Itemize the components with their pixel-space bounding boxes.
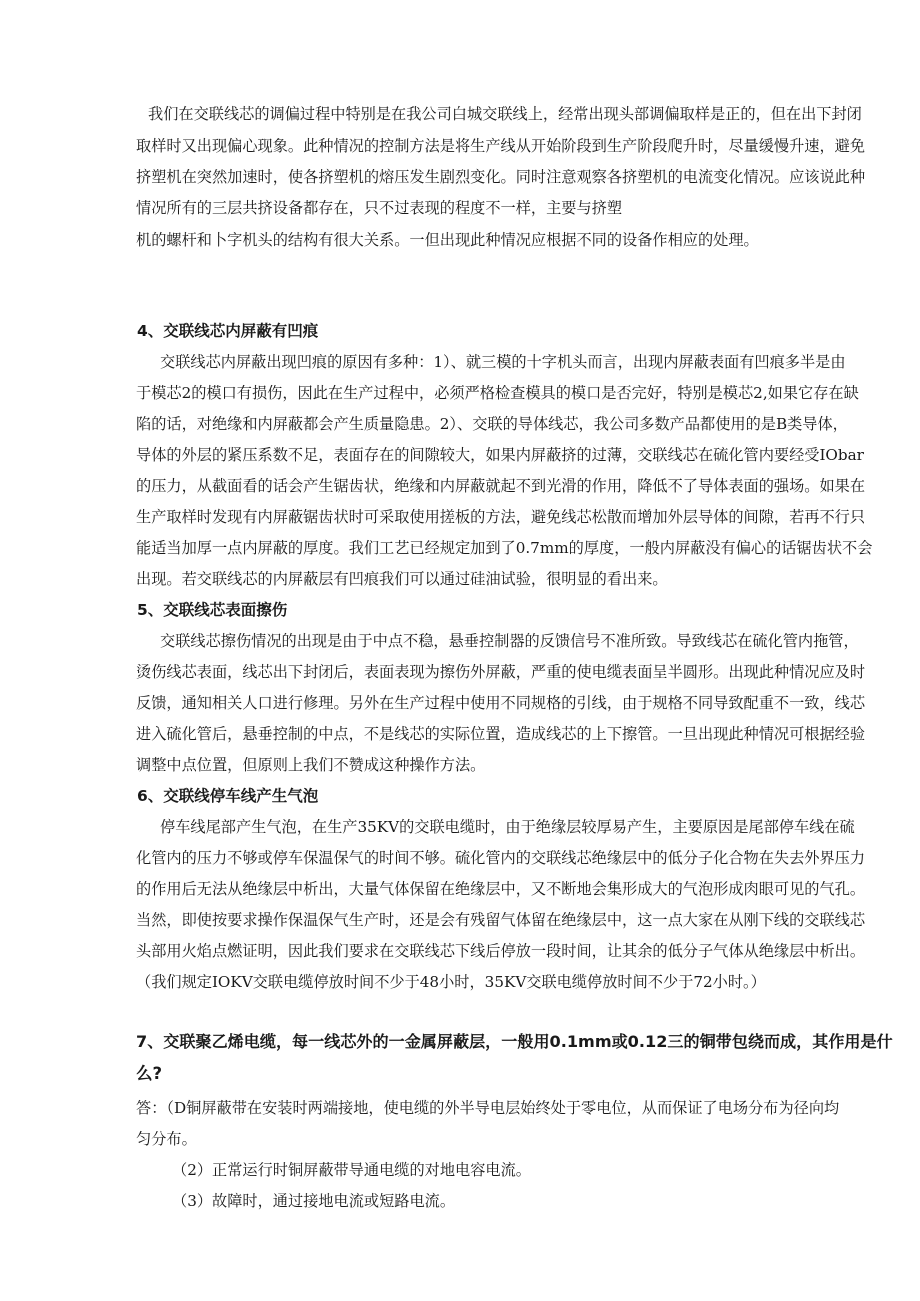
answer-7-line-1: 答：（D铜屏蔽带在安装时两端接地，使电缆的外半导电层始终处于零电位，从而保证了电场分布为径向均 — [136, 1099, 840, 1117]
intro-line-5: 机的螺杆和卜字机头的结构有很大关系。一但出现此种情况应根据不同的设备作相应的处理。 — [136, 231, 759, 249]
section-5-line-5: 调整中点位置，但原则上我们不赞成这种操作方法。 — [136, 756, 486, 774]
section-4-line-6: 生产取样时发现有内屏蔽锯齿状时可采取使用搓板的方法，避免线芯松散而增加外层导体的间隙，若再不行只 — [136, 508, 865, 526]
section-6-line-1: 停车线尾部产生气泡，在生产35KV的交联电缆时，由于绝缘层较厚易产生，主要原因是尾部停车线在硫 — [160, 818, 855, 836]
section-5-line-4: 进入硫化管后，悬垂控制的中点，不是线芯的实际位置，造成线芯的上下擦管。一旦出现此种情况可根据经验 — [136, 725, 865, 743]
answer-7-line-2: 匀分布。 — [136, 1130, 197, 1148]
section-6-line-5: 头部用火焰点燃证明，因此我们要求在交联线芯下线后停放一段时间，让其余的低分子气体从绝缘层中析出。 — [136, 942, 865, 960]
section-5-line-1: 交联线芯擦伤情况的出现是由于中点不稳，悬垂控制器的反馈信号不准所致。导致线芯在硫化管内拖管， — [160, 632, 859, 650]
section-4-line-8: 出现。若交联线芯的内屏蔽层有凹痕我们可以通过硅油试验，很明显的看出来。 — [136, 570, 668, 588]
section-5-line-2: 烫伤线芯表面，线芯出下封闭后，表面表现为擦伤外屏蔽，严重的使电缆表面呈半圆形。出现此种情况应及时 — [136, 663, 865, 681]
section-4-line-5: 的压力，从截面看的话会产生锯齿状，绝缘和内屏蔽就起不到光滑的作用，降低不了导体表面的强场。如果在 — [136, 477, 865, 495]
section-6-line-4: 当然，即使按要求操作保温保气生产时，还是会有残留气体留在绝缘层中，这一点大家在从刚下线的交联线芯 — [136, 911, 865, 929]
section-5-heading: 5、交联线芯表面擦伤 — [137, 601, 288, 619]
answer-7-line-4: （3）故障时，通过接地电流或短路电流。 — [172, 1192, 456, 1210]
section-4-heading: 4、交联线芯内屏蔽有凹痕 — [137, 322, 319, 340]
section-6-line-3: 的作用后无法从绝缘层中析出，大量气体保留在绝缘层中，又不断地会集形成大的气泡形成肉眼可见的气孔。 — [136, 880, 865, 898]
answer-7-line-3: （2）正常运行时铜屏蔽带导通电缆的对地电容电流。 — [172, 1161, 531, 1179]
section-6-line-2: 化管内的压力不够或停车保温保气的时间不够。硫化管内的交联线芯绝缘层中的低分子化合物在失去外界压力 — [136, 849, 865, 867]
section-6-heading: 6、交联线停车线产生气泡 — [137, 787, 319, 805]
section-4-line-7: 能适当加厚一点内屏蔽的厚度。我们工艺已经规定加到了0.7mm的厚度，一般内屏蔽没有偏心的话锯齿状不会 — [136, 539, 873, 557]
section-4-line-2: 于模芯2的模口有损伤，因此在生产过程中，必须严格检查模具的模口是否完好，特别是模芯2,如果它存在缺 — [136, 384, 859, 402]
intro-line-3: 挤塑机在突然加速时，使各挤塑机的熔压发生剧烈变化。同时注意观察各挤塑机的电流变化情况。应该说此种 — [136, 168, 865, 186]
section-4-line-3: 陷的话，对绝缘和内屏蔽都会产生质量隐患。2）、交联的导体线芯，我公司多数产品都使用的是B类导体， — [136, 415, 848, 433]
section-6-line-6: （我们规定IOKV交联电缆停放时间不少于48小时，35KV交联电缆停放时间不少于72小时。） — [136, 973, 766, 991]
section-5-line-3: 反馈，通知相关人口进行修理。另外在生产过程中使用不同规格的引线，由于规格不同导致配重不一致，线芯 — [136, 694, 865, 712]
section-4-line-4: 导体的外层的紧压系数不足，表面存在的间隙较大，如果内屏蔽挤的过薄，交联线芯在硫化管内要经受IObar — [136, 446, 864, 464]
intro-line-4: 情况所有的三层共挤设备都存在，只不过表现的程度不一样，主要与挤塑 — [136, 199, 622, 217]
intro-line-1: 我们在交联线芯的调偏过程中特别是在我公司白城交联线上，经常出现头部调偏取样是正的，但在出下封闭 — [148, 105, 862, 123]
question-7-line-1: 7、交联聚乙烯电缆，每一线芯外的一金属屏蔽层，一般用0.1mm或0.12三的铜带包绕而成，其作用是什 — [136, 1032, 893, 1051]
intro-line-2: 取样时又出现偏心现象。此种情况的控制方法是将生产线从开始阶段到生产阶段爬升时，尽量缓慢升速，避免 — [136, 137, 865, 155]
question-7-line-2: 么? — [136, 1064, 163, 1083]
section-4-line-1: 交联线芯内屏蔽出现凹痕的原因有多种：1）、就三模的十字机头而言，出现内屏蔽表面有凹痕多半是由 — [160, 353, 846, 371]
